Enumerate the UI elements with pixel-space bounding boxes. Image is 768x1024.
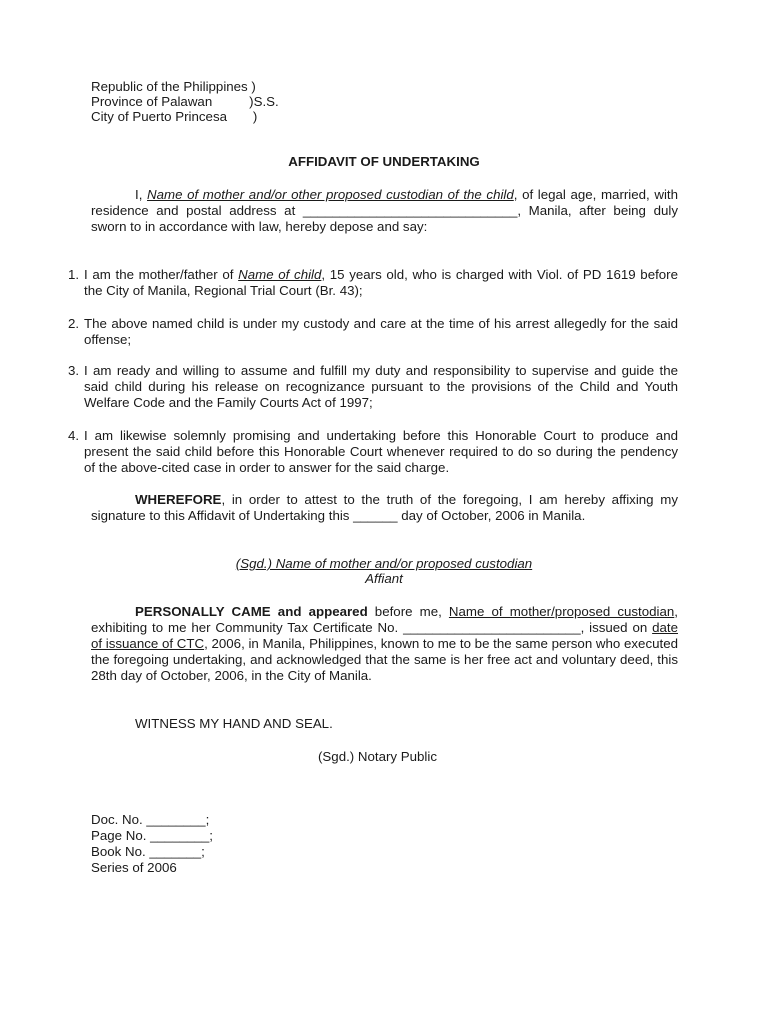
item-1-text-a: I am the mother/father of	[84, 267, 239, 282]
item-4: I am likewise solemnly promising and undertaking before this Honorable Court to produce and present the said child before this Honorable Court whenever required to do so during the pendency of the above-cited case in order to answer for the said charge.	[84, 428, 678, 475]
jurat-text-b: , exhibiting to me her Community Tax Certificate No. ________________________, issued on	[91, 604, 678, 635]
custodian-name-field: Name of mother/proposed custodian	[448, 604, 675, 619]
item-number-3: 3.	[68, 363, 80, 378]
wherefore-label: WHEREFORE	[135, 492, 222, 507]
wherefore-paragraph	[91, 492, 678, 524]
witness-line: WITNESS MY HAND AND SEAL.	[135, 716, 333, 731]
affiant-signature-text: (Sgd.) Name of mother and/or proposed custodian	[235, 556, 533, 571]
series-year: Series of 2006	[91, 860, 177, 875]
item-number-4: 4.	[68, 428, 80, 443]
jurat-text-c: , 2006, in Manila, Philippines, known to me to be the same person who executed the foregoing undertaking, and acknowledged that the same is her free act and voluntary deed, this 28th day of October, 2006, in the City of Manila.	[91, 636, 678, 683]
item-2: The above named child is under my custody and care at the time of his arrest allegedly for the said offense;	[84, 316, 678, 347]
item-number-2: 2.	[68, 316, 80, 331]
ctc-date-field: date of issuance of CTC	[91, 620, 678, 651]
page-number: Page No. ________;	[91, 828, 213, 843]
intro-text: , of legal age, married, with residence and postal address at _____________________________, Manila, after being duly sworn to in accordance with law, hereby depose and say:	[91, 187, 678, 234]
jurat-label: PERSONALLY CAME and appeared	[135, 604, 368, 619]
intro-i: I,	[135, 187, 143, 202]
venue-line-1: Republic of the Philippines )	[91, 79, 256, 94]
venue-line-2: Province of Palawan )S.S.	[91, 94, 279, 109]
item-number-1: 1.	[68, 267, 80, 282]
venue-line-3: City of Puerto Princesa )	[91, 109, 258, 124]
affiant-signature	[0, 556, 768, 572]
item-1	[84, 267, 678, 299]
intro-paragraph	[91, 187, 678, 235]
document-title: AFFIDAVIT OF UNDERTAKING	[288, 154, 480, 169]
jurat-paragraph	[91, 604, 678, 684]
book-number: Book No. _______;	[91, 844, 205, 859]
custodian-name-placeholder: Name of mother and/or other proposed custodian of the child	[147, 187, 514, 202]
notary-signature: (Sgd.) Notary Public	[318, 749, 437, 764]
item-3: I am ready and willing to assume and fulfill my duty and responsibility to supervise and guide the said child during his release on recognizance pursuant to the provisions of the Child and Youth Welfare Code and the Family Courts Act of 1997;	[84, 363, 678, 410]
affiant-label: Affiant	[365, 571, 403, 586]
item-1-text-b: , 15 years old, who is charged with Viol. of PD 1619 before the City of Manila, Regional Trial Court (Br. 43);	[84, 267, 679, 298]
child-name-placeholder: Name of child	[238, 267, 322, 282]
doc-number: Doc. No. ________;	[91, 812, 210, 827]
wherefore-text: , in order to attest to the truth of the foregoing, I am hereby affixing my signature to this Affidavit of Undertaking this ______ day of October, 2006 in Manila.	[91, 492, 678, 523]
jurat-text-a: before me,	[367, 604, 449, 619]
